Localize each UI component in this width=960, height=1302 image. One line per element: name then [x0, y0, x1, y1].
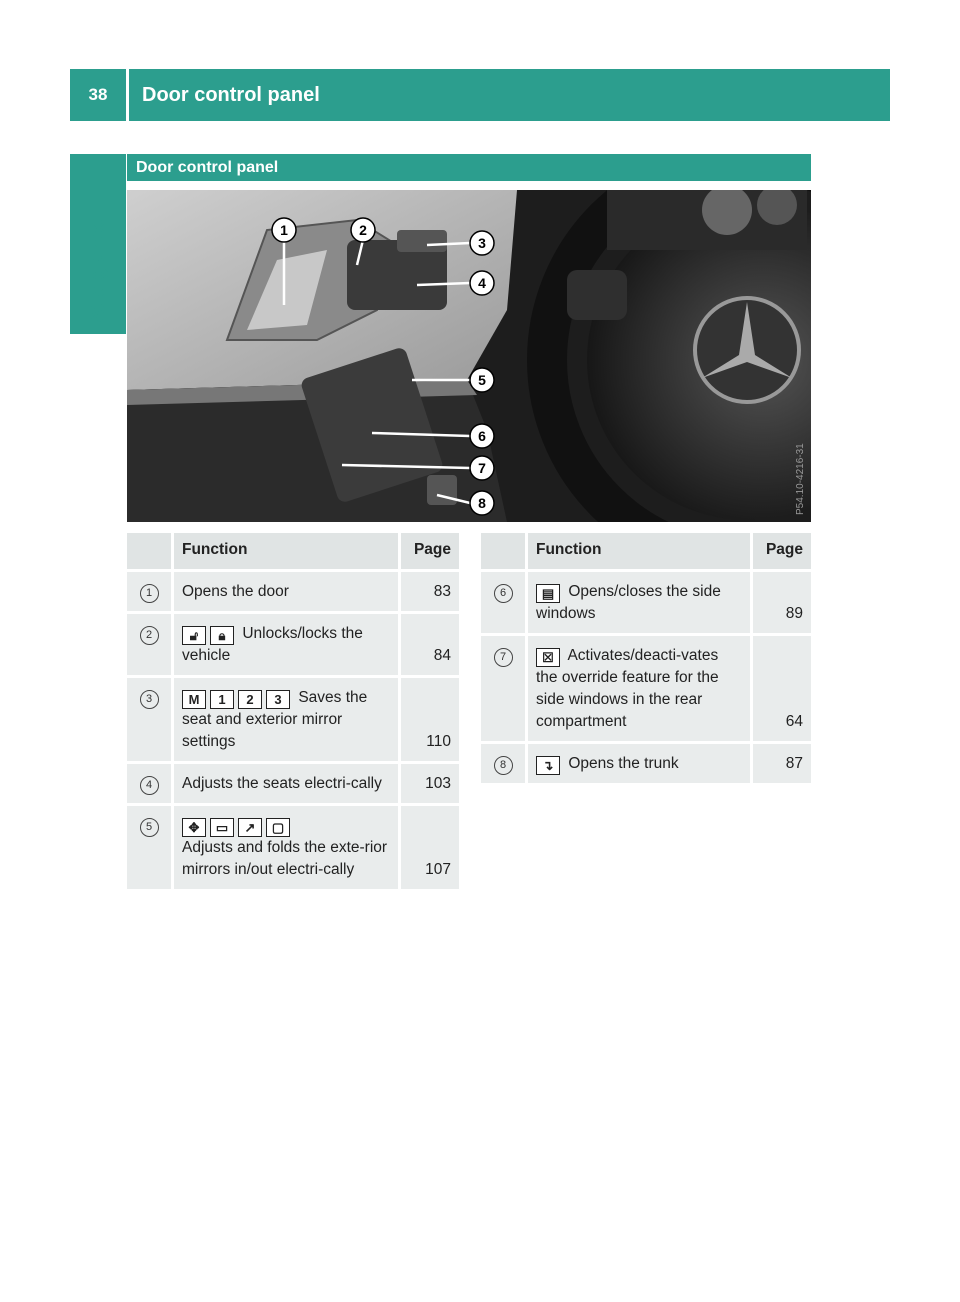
page-ref: 107: [401, 806, 459, 892]
function-text: Opens the door: [182, 583, 289, 600]
mirror-adjust-icon: ✥: [182, 818, 206, 837]
mirror-left-icon: ▭: [210, 818, 234, 837]
function-text: Activates/deacti-vates the override feature for the side windows in the rear compartment: [536, 647, 719, 730]
mirror-fold-icon: ▢: [266, 818, 290, 837]
item-number: 8: [494, 756, 513, 775]
page-number: 38: [88, 85, 108, 104]
table-row: [481, 572, 811, 636]
photo-watermark: P54.10-4216-31: [795, 443, 806, 515]
memory-m-button-icon: M: [182, 690, 206, 709]
svg-text:5: 5: [478, 372, 486, 388]
side-tab-label: At a glance: [86, 216, 109, 324]
item-number: 1: [140, 584, 159, 603]
lock-icon: 🔒︎: [210, 626, 234, 645]
svg-text:6: 6: [478, 428, 486, 444]
section-title: [127, 154, 811, 181]
function-text: Opens/closes the side windows: [536, 583, 721, 622]
window-icon: ▤: [536, 584, 560, 603]
page-ref: 103: [401, 764, 459, 806]
page-ref: 110: [401, 678, 459, 764]
callout-5: [470, 368, 494, 392]
header-function: Function: [174, 533, 401, 572]
svg-text:4: 4: [478, 275, 486, 291]
item-number: 6: [494, 584, 513, 603]
chapter-title: Door control panel: [142, 83, 320, 106]
table-row: [127, 614, 459, 678]
callout-1: [272, 218, 296, 242]
svg-text:7: 7: [478, 460, 486, 476]
page-ref: 83: [401, 572, 459, 614]
header-page: Page: [401, 533, 459, 572]
function-table-right: [481, 533, 811, 786]
table-header-row: [481, 533, 811, 572]
item-number: 4: [140, 776, 159, 795]
callout-8: [470, 491, 494, 515]
memory-2-button-icon: 2: [238, 690, 262, 709]
function-text: Adjusts and folds the exte-rior mirrors in/out electri-cally: [182, 839, 388, 878]
unlock-icon: 🔓︎: [182, 626, 206, 645]
callout-6: [470, 424, 494, 448]
svg-text:2: 2: [359, 222, 367, 238]
table-row: [127, 572, 459, 614]
page-header: [70, 69, 890, 121]
table-header-row: [127, 533, 459, 572]
door-panel-photo: [127, 190, 811, 522]
table-row: [481, 744, 811, 786]
callout-3: [470, 231, 494, 255]
item-number: 2: [140, 626, 159, 645]
svg-text:1: 1: [280, 222, 288, 238]
memory-1-button-icon: 1: [210, 690, 234, 709]
header-num: [481, 533, 528, 572]
page-ref: 84: [401, 614, 459, 678]
table-row: [127, 806, 459, 892]
function-text: Unlocks/locks the vehicle: [182, 625, 363, 664]
item-number: 7: [494, 648, 513, 667]
callout-4: [470, 271, 494, 295]
svg-text:8: 8: [478, 495, 486, 511]
table-row: [481, 636, 811, 744]
table-row: [127, 764, 459, 806]
item-number: 3: [140, 690, 159, 709]
mirror-right-icon: ↗: [238, 818, 262, 837]
window-override-icon: ☒: [536, 648, 560, 667]
item-number: 5: [140, 818, 159, 837]
page-ref: 89: [753, 572, 811, 636]
header-page: Page: [753, 533, 811, 572]
page-ref: 64: [753, 636, 811, 744]
section-title-text: Door control panel: [136, 158, 279, 176]
function-text: Adjusts the seats electri-cally: [182, 775, 382, 792]
function-text: Opens the trunk: [568, 755, 679, 772]
svg-text:3: 3: [478, 235, 486, 251]
function-text: Saves the seat and exterior mirror settings: [182, 689, 368, 750]
callout-2: [351, 218, 375, 242]
door-panel-illustration: [127, 190, 811, 522]
page-ref: 87: [753, 744, 811, 786]
header-num: [127, 533, 174, 572]
table-row: [127, 678, 459, 764]
memory-3-button-icon: 3: [266, 690, 290, 709]
trunk-icon: ↴: [536, 756, 560, 775]
function-table-left: [127, 533, 459, 892]
callout-7: [470, 456, 494, 480]
header-function: Function: [528, 533, 753, 572]
